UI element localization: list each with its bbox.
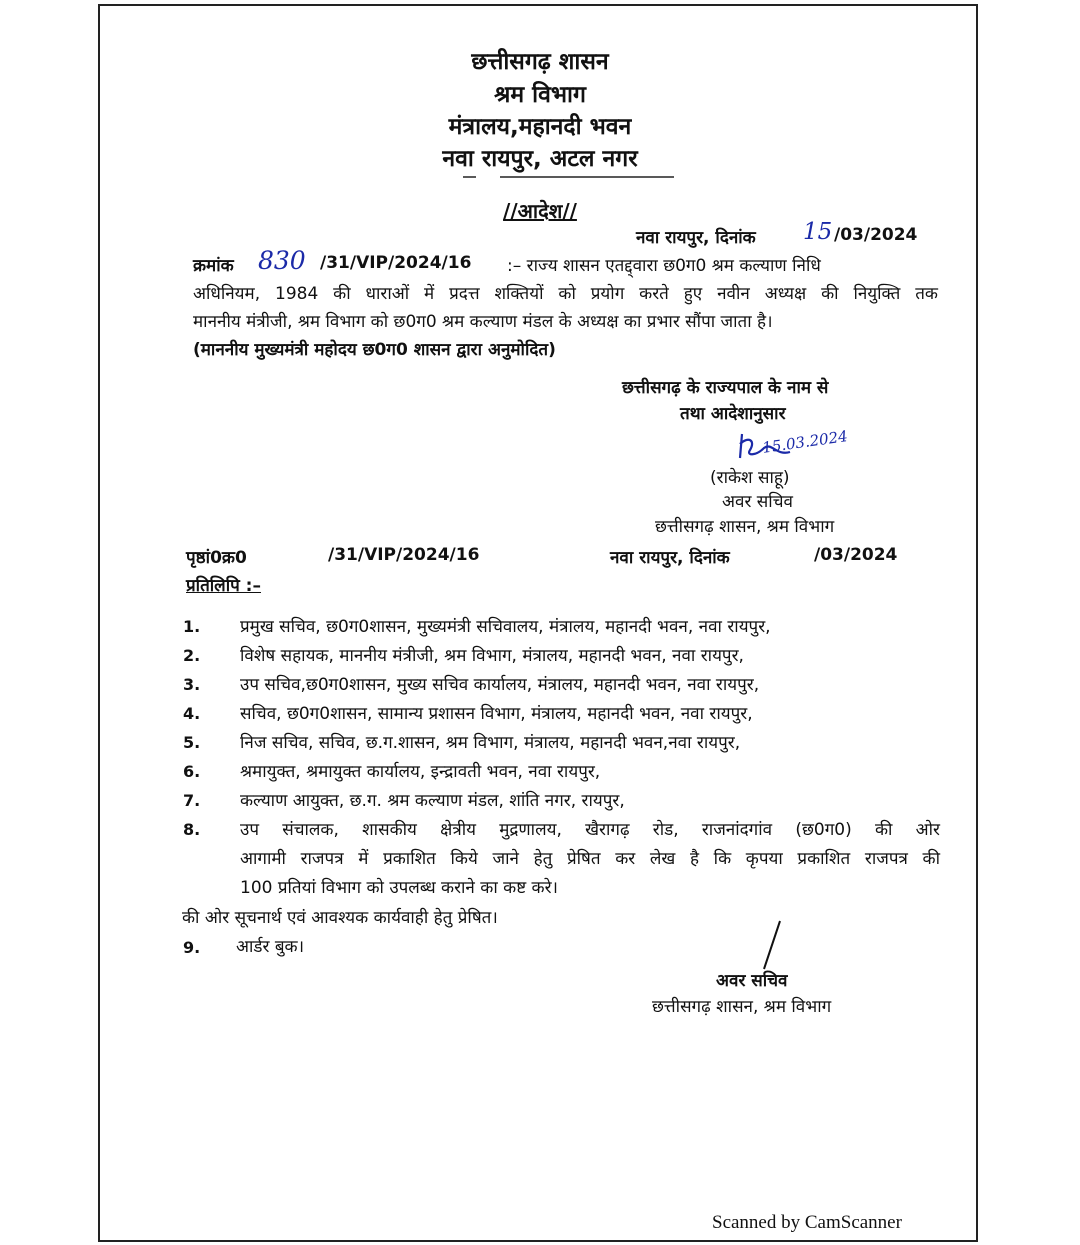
copy-item-number: 1. <box>183 617 201 636</box>
authority-line-1: छत्तीसगढ़ के राज्यपाल के नाम से <box>622 378 829 398</box>
copy-to-label: प्रतिलिपि :– <box>186 576 261 596</box>
copy-item-number: 7. <box>183 791 201 810</box>
copy-item-text: उप सचिव,छ0ग0शासन, मुख्य सचिव कार्यालय, मंत्रालय, महानदी भवन, नवा रायपुर, <box>240 675 760 695</box>
footer-signature-mark <box>752 915 792 975</box>
header-department: श्रम विभाग <box>494 82 586 108</box>
copy-item-text: आर्डर बुक। <box>236 937 305 957</box>
signatory-name: (राकेश साहू) <box>710 468 790 488</box>
footer-designation: अवर सचिव <box>716 971 788 991</box>
header-underline <box>460 170 680 182</box>
signatory-designation: अवर सचिव <box>722 492 793 512</box>
copy-item-number: 8. <box>183 820 201 839</box>
header-government: छत्तीसगढ़ शासन <box>471 49 609 75</box>
approval-note: (माननीय मुख्यमंत्री महोदय छ0ग0 शासन द्वारा अनुमोदित) <box>193 340 556 360</box>
order-date-prefix: नवा रायपुर, दिनांक <box>636 228 756 248</box>
camscanner-watermark: Scanned by CamScanner <box>712 1212 902 1233</box>
order-body-line-3: माननीय मंत्रीजी, श्रम विभाग को छ0ग0 श्रम कल्याण मंडल के अध्यक्ष का प्रभार सौंपा जाता है। <box>193 312 773 332</box>
footer-department: छत्तीसगढ़ शासन, श्रम विभाग <box>652 997 832 1017</box>
order-number-label: क्रमांक <box>193 256 234 276</box>
copy-item-number: 4. <box>183 704 201 723</box>
copy-item-text-continued: 100 प्रतियां विभाग को उपलब्ध कराने का कष्ट करे। <box>240 878 558 898</box>
handwritten-day: 15 <box>803 219 833 245</box>
handwritten-order-number: 830 <box>258 246 306 275</box>
order-title: //आदेश// <box>503 199 577 223</box>
copy-item-text: उप संचालक, शासकीय क्षेत्रीय मुद्रणालय, खैरागढ़ रोड, राजनांदगांव (छ0ग0) की ओर <box>240 820 940 840</box>
signatory-department: छत्तीसगढ़ शासन, श्रम विभाग <box>655 517 835 537</box>
copy-item-number: 5. <box>183 733 201 752</box>
copy-item-text: कल्याण आयुक्त, छ.ग. श्रम कल्याण मंडल, शांति नगर, रायपुर, <box>240 791 625 811</box>
endorsement-place-date: नवा रायपुर, दिनांक <box>610 548 730 568</box>
copy-item-text: श्रमायुक्त, श्रमायुक्त कार्यालय, इन्द्रावती भवन, नवा रायपुर, <box>240 762 601 782</box>
endorsement-reference: /31/VIP/2024/16 <box>328 545 480 565</box>
order-date-suffix: /03/2024 <box>834 225 918 245</box>
order-reference: /31/VIP/2024/16 <box>320 253 472 273</box>
order-body-line-2: अधिनियम, 1984 की धाराओं में प्रदत्त शक्तियों को प्रयोग करते हुए नवीन अध्यक्ष की नियुक्ति तक <box>193 284 938 304</box>
copy-item-text: प्रमुख सचिव, छ0ग0शासन, मुख्यमंत्री सचिवालय, मंत्रालय, महानदी भवन, नवा रायपुर, <box>240 617 771 637</box>
copy-item-number: 9. <box>183 938 201 957</box>
copy-item-text: सचिव, छ0ग0शासन, सामान्य प्रशासन विभाग, मंत्रालय, महानदी भवन, नवा रायपुर, <box>240 704 753 724</box>
order-intro-text: :– राज्य शासन एतद्द्वारा छ0ग0 श्रम कल्याण निधि <box>507 256 821 276</box>
copy-item-text-continued: आगामी राजपत्र में प्रकाशित किये जाने हेतु प्रेषित कर लेख है कि कृपया प्रकाशित राजपत्र की <box>240 849 940 869</box>
endorsement-date: /03/2024 <box>814 545 898 565</box>
forwarding-note: की ओर सूचनार्थ एवं आवश्यक कार्यवाही हेतु प्रेषित। <box>182 908 498 928</box>
authority-line-2: तथा आदेशानुसार <box>680 404 786 424</box>
signature-date: 15.03.2024 <box>761 427 849 457</box>
endorsement-label: पृष्ठां0क्र0 <box>186 548 247 568</box>
copy-item-number: 3. <box>183 675 201 694</box>
copy-item-number: 2. <box>183 646 201 665</box>
copy-item-number: 6. <box>183 762 201 781</box>
header-building: मंत्रालय,महानदी भवन <box>448 114 632 140</box>
header-city: नवा रायपुर, अटल नगर <box>442 146 638 172</box>
copy-item-text: निज सचिव, सचिव, छ.ग.शासन, श्रम विभाग, मंत्रालय, महानदी भवन,नवा रायपुर, <box>240 733 741 753</box>
copy-item-text: विशेष सहायक, माननीय मंत्रीजी, श्रम विभाग, मंत्रालय, महानदी भवन, नवा रायपुर, <box>240 646 744 666</box>
